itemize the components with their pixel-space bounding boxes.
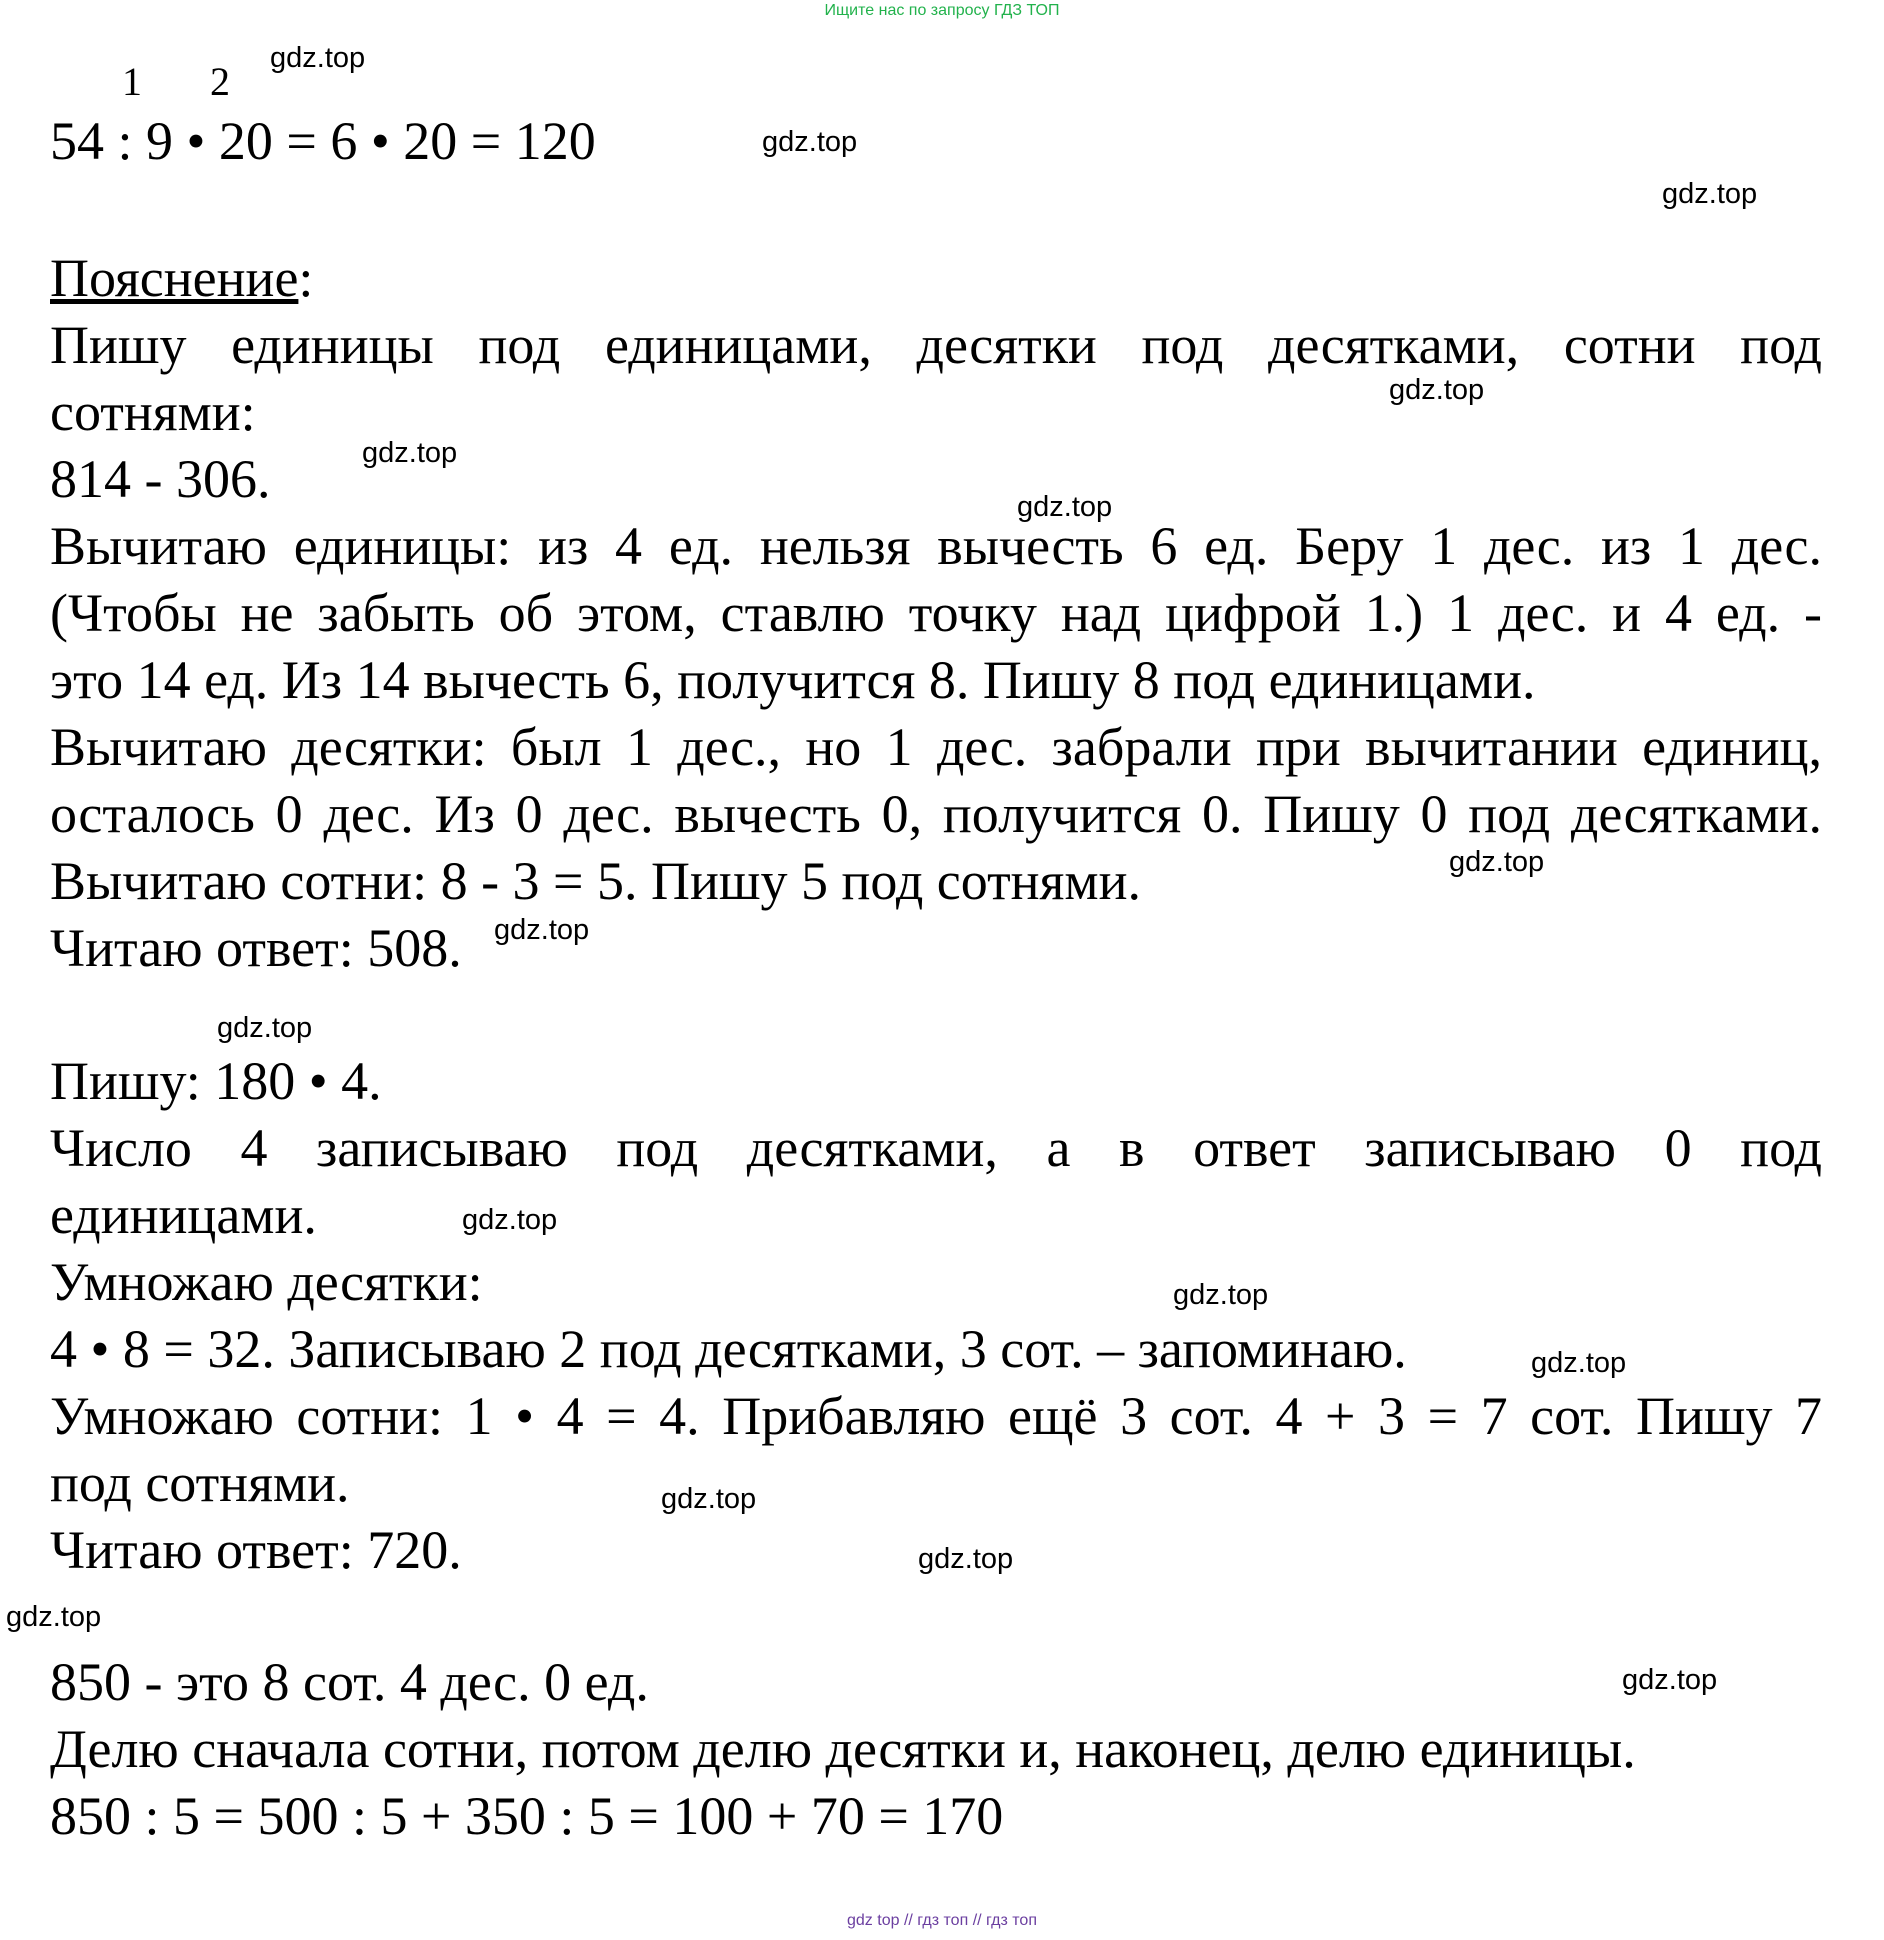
text-line: единицами. [50,1185,317,1245]
watermark: gdz.top [918,1543,1014,1575]
explanation-heading-colon: : [298,248,314,308]
text-line: (Чтобы не забыть об этом, ставлю точку над цифрой 1.) 1 дес. и 4 ед. - [50,583,1822,643]
watermark: gdz.top [661,1483,757,1515]
watermark: gdz.top [1017,491,1113,523]
text-line: Пишу единицы под единицами, десятки под десятками, сотни под [50,315,1822,375]
answer-line: Читаю ответ: 720. [50,1520,462,1580]
watermark: gdz.top [762,126,858,158]
watermark: gdz.top [6,1601,102,1633]
footer-link[interactable]: гдз топ [986,1912,1037,1929]
step-mark-1: 1 [122,59,142,104]
footer-link[interactable]: гдз топ [917,1912,969,1929]
text-line: Вычитаю единицы: из 4 ед. нельзя вычесть 6 ед. Беру 1 дес. из 1 дес. [50,516,1822,576]
text-line: Умножаю сотни: 1 • 4 = 4. Прибавляю ещё 3 сот. 4 + 3 = 7 сот. Пишу 7 [50,1386,1822,1446]
watermark: gdz.top [1389,374,1485,406]
text-line: Умножаю десятки: [50,1252,483,1312]
answer-line: Читаю ответ: 508. [50,918,462,978]
top-search-banner[interactable] [0,0,1884,22]
subtraction-expression: 814 - 306. [50,449,271,509]
bottom-links [0,1910,1884,1932]
watermark: gdz.top [270,42,366,74]
watermark: gdz.top [1173,1279,1269,1311]
footer-separator: // [972,1912,982,1929]
watermark: gdz.top [1662,178,1758,210]
top-banner-text[interactable]: Ищите нас по запросу ГДЗ ТОП [824,2,1060,19]
division-multiplication-expression: 54 : 9 • 20 = 6 • 20 = 120 [50,111,596,171]
step-mark-2: 2 [210,59,230,104]
watermark: gdz.top [217,1012,313,1044]
footer-link[interactable]: gdz top [847,1912,900,1929]
explanation-heading-text: Пояснение [50,248,299,308]
text-line: Число 4 записываю под десятками, а в ответ записываю 0 под [50,1118,1822,1178]
watermark: gdz.top [462,1204,558,1236]
watermark: gdz.top [1622,1664,1718,1696]
text-line: 850 - это 8 сот. 4 дес. 0 ед. [50,1652,649,1712]
text-line: Вычитаю десятки: был 1 дес., но 1 дес. забрали при вычитании единиц, [50,717,1822,777]
watermark: gdz.top [362,437,458,469]
footer-separator: // [903,1912,913,1929]
watermark: gdz.top [1531,1347,1627,1379]
text-line: Пишу: 180 • 4. [50,1051,382,1111]
division-expression: 850 : 5 = 500 : 5 + 350 : 5 = 100 + 70 = 170 [50,1786,1004,1846]
text-line: Делю сначала сотни, потом делю десятки и, наконец, делю единицы. [50,1719,1636,1779]
text-line: это 14 ед. Из 14 вычесть 6, получится 8. Пишу 8 под единицами. [50,650,1536,710]
text-line: 4 • 8 = 32. Записываю 2 под десятками, 3 сот. – запоминаю. [50,1319,1407,1379]
text-line: осталось 0 дес. Из 0 дес. вычесть 0, получится 0. Пишу 0 под десятками. [50,784,1822,844]
watermark: gdz.top [1449,846,1545,878]
text-line: Вычитаю сотни: 8 - 3 = 5. Пишу 5 под сотнями. [50,851,1141,911]
watermark: gdz.top [494,914,590,946]
text-line: под сотнями. [50,1453,350,1513]
text-line: сотнями: [50,382,256,442]
explanation-heading [50,244,1822,312]
